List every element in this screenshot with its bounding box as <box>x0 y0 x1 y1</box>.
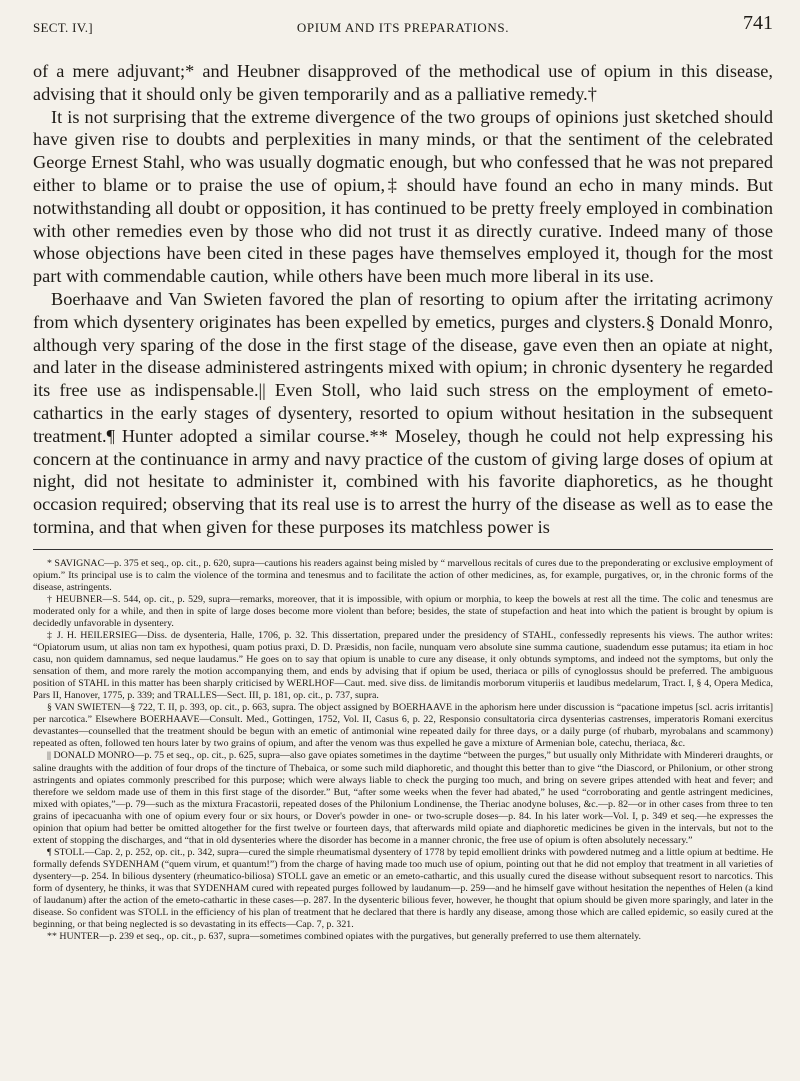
page-number: 741 <box>743 12 773 34</box>
footnote: ** HUNTER—p. 239 et seq., op. cit., p. 637, supra—sometimes combined opiates with the purgatives, but generally preferred to use them alternately. <box>47 931 642 943</box>
paragraph: It is not surprising that the extreme divergence of the two groups of opinions just sketched should have given rise to doubts and perplexities in many minds, or that the sentiment of the celebrated George Ernest Stahl, who was usually dogmatic enough, but who confessed that he was not prepared either to blame or to praise the use of opium,‡ should have found an echo in many minds. But notwithstanding all doubt or opposition, it has continued to be pretty freely employed in combination with other remedies even by those who did not trust it as directly curative. Indeed many of those whose objections have been cited in these pages have themselves employed it, though for the most part with commendable caution, while others have been much more liberal in its use. <box>33 106 773 287</box>
footnote: § VAN SWIETEN—§ 722, T. II, p. 393, op. cit., p. 663, supra. The object assigned by BOERHAAVE in the aphorism here under discussion is “pacatione impetus [scl. acris irritantis] per narcotica.” Elsewhere BOERHAAVE—Consult. Med., Gottingen, 1752, Vol. II, Casus 6, p. 22, Responsio consultatoria circa dysenterias castrenses, imperatoris Romani exercitus devastantes—counselled that the treatment should be begun with an emetic of antimonial wine repeated daily for three days, or a daily purge (of rhubarb, myrobalans and scammony) repeated as often, followed ten hours later by two grains of opium, and after the venom was thus expelled he gave a mixture of Armenian bole, catechu, theriaca, &c. <box>33 702 773 750</box>
section-label: SECT. IV.] <box>33 20 93 35</box>
page <box>33 0 773 943</box>
footnote: || DONALD MONRO—p. 75 et seq., op. cit., p. 625, supra—also gave opiates sometimes in the daytime “between the purges,” but usually only Mithridate with Mindereri draughts, or saline draughts with the addition of four drops of the tincture of Thebaica, or some such mild diaphoretic, and thought this better than to give “the Diascord, or Philonium, or other strong astringents and opiates commonly prescribed for this purpose; which were always liable to check the purging too much, and bring on severe gripes attended with heat and fever; and therefore we seldom made use of them in this first stage of the disorder.” But, “after some weeks when the fever had abated,” he used “corroborating and gentle astringent medicines, mixed with opiates,”—p. 79—such as the mixtura Fracastorii, repeated doses of the Philonium Londinense, the Theriac anodyne boluses, &c.—p. 82—or in other cases from three to ten grains of ipecacuanha with one of opium every four or six hours, or Dover's powder in one- or two-scruple doses—p. 84. In his later work—Vol. I, p. 349 et seq.—he expresses the opinion that opium had better be omitted altogether for the first twelve or fourteen days, that afterwards mild opiate and diaphoretic medicines be given in the intervals, but not to the extent of stopping the discharges, and “that in old dysenteries where the disorder has become in a manner chronic, the free use of opium is often absolutely necessary.” <box>33 750 773 846</box>
footnotes <box>33 558 773 944</box>
running-header <box>33 0 773 60</box>
footnote: ‡ J. H. HEILERSIEG—Diss. de dysenteria, Halle, 1706, p. 32. This dissertation, prepared under the presidency of STAHL, confessedly represents his views. The author writes: “Opiatorum usum, ut alias non tam ex hypothesi, quam potius praxi, D. D. Præsidis, non facile, nunquam vero absolute sine summa cautione, suadendum esse putamus; ita etiam in hoc casu, non quidem damnamus, sed neque laudamus.” He goes on to say that opium is unable to cure any disease, it only obtunds symptoms, and indeed not the symptoms, but only the sensation of them, and more rarely the motion accompanying them, and ends by advising that if opium be used, theriaca or pills of cynoglossus should be preferred. The ambiguous position of STAHL in this matter has been sharply criticised by WERLHOF—Caut. med. sive diss. de limitandis morborum vituperiis et laudibus medelarum, Tract. I, § 4, Opera Medica, Pars II, Hanover, 1775, p. 339; and TRALLES—Sect. III, p. 181, op. cit., p. 737, supra. <box>33 630 773 702</box>
footnote: † HEUBNER—S. 544, op. cit., p. 529, supra—remarks, moreover, that it is impossible, with opium or morphia, to keep the bowels at rest all the time. The colic and tenesmus are moderated only for a while, and then in spite of large doses become more violent than before; besides, the state of stupefaction and heat into which the patient is brought by opium is decidedly unfavorable in dysentery. <box>33 593 773 629</box>
main-text <box>33 60 773 539</box>
paragraph: of a mere adjuvant;* and Heubner disapproved of the methodical use of opium in this disease, advising that it should only be given temporarily and as a palliative remedy.† <box>33 61 773 104</box>
footnote-divider <box>33 549 773 550</box>
paragraph: Boerhaave and Van Swieten favored the plan of resorting to opium after the irritating acrimony from which dysentery originates has been expelled by emetics, purges and clysters.§ Donald Monro, although very sparing of the dose in the first stage of the disease, gave even then an opiate at night, and later in the disease administered astringents mixed with opium; in chronic dysentery he regarded its free use as indispensable.|| Even Stoll, who laid such stress on the employment of emeto-cathartics in the early stages of dysentery, resorted to opium without hesitation in the subsequent treatment.¶ Hunter adopted a similar course.** Moseley, though he could not help expressing his concern at the continuance in army and navy practice of the custom of giving large doses of opium at night, did not hesitate to administer it, combined with his favorite diaphoretics, as he thought occasion required; observing that its real use is to arrest the hurry of the disease as well as to ease the tormina, and that when given for these purposes its matchless power is <box>33 288 773 537</box>
running-title: OPIUM AND ITS PREPARATIONS. <box>296 20 510 35</box>
footnote: * SAVIGNAC—p. 375 et seq., op. cit., p. 620, supra—cautions his readers against being misled by “ marvellous recitals of cures due to the preponderating or exclusive employment of opium.” Its principal use is to calm the violence of the tormina and tenesmus and to facilitate the action of other medicines, as, for example, purgatives, or, in the chronic forms of the disease, astringents. <box>33 557 774 593</box>
footnote: ¶ STOLL—Cap. 2, p. 252, op. cit., p. 342, supra—cured the simple rheumatismal dysentery of 1778 by tepid emollient drinks with powdered nutmeg and a little opium at bedtime. He formally defends SYDENHAM (“quem virum, et quantum!”) from the charge of having made too much use of opium, pointing out that he did not employ that treatment in all varieties of dysentery—p. 254. In bilious dysentery (rheumatico-biliosa) STOLL gave an emetic or an emeto-cathartic, and this usually cured the disease without subsequent resort to narcotics. This form of dysentery, he thinks, it was that SYDENHAM cured with repeated purges followed by laudanum—p. 259—and he himself gave without hesitation the nepenthes of Helen (a kind of laudanum) after the action of the emeto-cathartic in these cases—p. 287. In the dysenteric bilious fever, however, he thought that opium should be given more sparingly, and later in the disease. So confident was STOLL in the efficiency of his plan of treatment that he declared that there is hardly any disease, among those which are called epidemic, so easily cured at the beginning, or that being neglected is so devastating in its effects—Cap. 7, p. 321. <box>33 846 773 931</box>
